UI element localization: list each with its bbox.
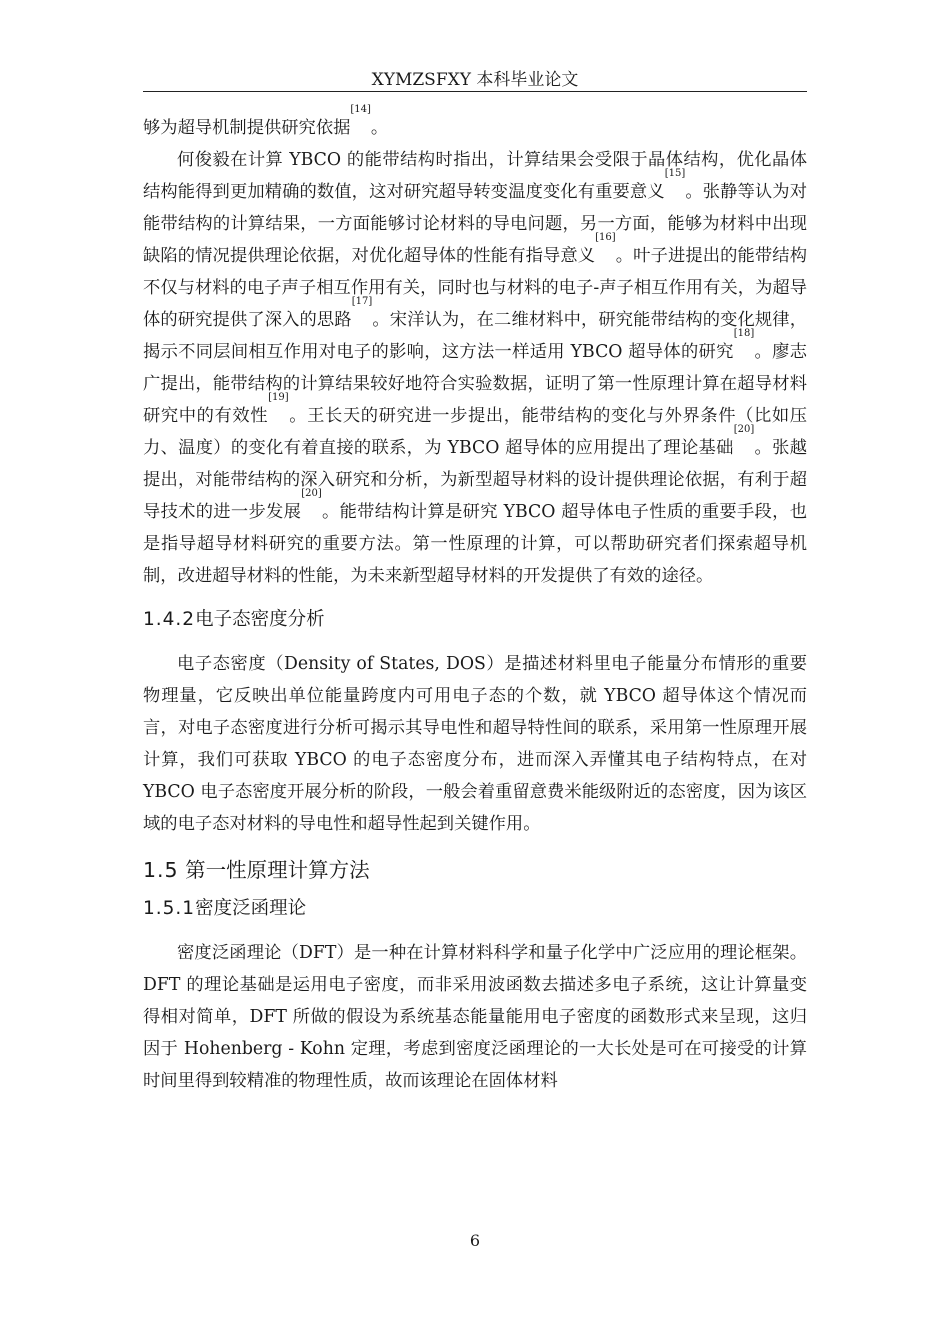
citation: [19] [268, 392, 289, 403]
sentence: 。叶子进提出的能带结构不仅与材料的电子声子相互作用有关，同时也与材料的电子-声子相互作用有关，为超导体的研究提供了深入的思路 [143, 246, 807, 330]
band-structure-paragraph [143, 144, 807, 592]
section-number: 1.4.2 [143, 609, 196, 630]
citation: [16] [595, 232, 616, 243]
page-body [143, 104, 807, 1097]
dft-paragraph: 密度泛函理论（DFT）是一种在计算材料科学和量子化学中广泛应用的理论框架。DFT 的理论基础是运用电子密度，而非采用波函数去描述多电子系统，这让计算量变得相对简单，DFT 所做的假设为系统基态能量能用电子密度的函数形式来呈现，这归因于 Hohenberg - Kohn 定理，考虑到密度泛函理论的一大长处是可在可接受的计算时间里得到较精准的物理性质，故而该理论在固体材料 [143, 943, 807, 1091]
section-title: 第一性原理计算方法 [185, 858, 370, 882]
intro-text: 够为超导机制提供研究依据 [143, 118, 351, 138]
sentence: 。张越提出，对能带结构的深入研究和分析，为新型超导材料的设计提供理论依据，有利于超导技术的进一步发展 [143, 438, 807, 522]
sentence: 。王长天的研究进一步提出，能带结构的变化与外界条件（比如压力、温度）的变化有着直接的联系，为 YBCO 超导体的应用提出了理论基础 [143, 406, 807, 458]
citation: [15] [664, 168, 686, 179]
citation: [20] [733, 424, 755, 435]
header-rule [143, 91, 807, 92]
sentence: 。能带结构计算是研究 YBCO 超导体电子性质的重要手段，也是指导超导材料研究的重要方法。第一性原理的计算，可以帮助研究者们探索超导机制，改进超导材料的性能，为未来新型超导材料的开发提供了有效的途径。 [143, 502, 807, 586]
dos-paragraph: 电子态密度（Density of States, DOS）是描述材料里电子能量分布情形的重要物理量，它反映出单位能量跨度内可用电子态的个数，就 YBCO 超导体这个情况而言，对电子态密度进行分析可揭示其导电性和超导特性间的联系，采用第一性原理开展计算，我们可获取 YBCO 的电子态密度分布，进而深入弄懂其电子结构特点，在对 YBCO 电子态密度开展分析的阶段，一般会着重留意费米能级附近的态密度，因为该区域的电子态对材料的导电性和超导性起到关键作用。 [143, 654, 807, 834]
section-title: 密度泛函理论 [195, 898, 307, 919]
section-title: 电子态密度分析 [195, 609, 325, 630]
sentence: 。廖志广提出，能带结构的计算结果较好地符合实验数据，证明了第一性原理计算在超导材料研究中的有效性 [143, 342, 807, 426]
section-heading-1-4-2 [143, 606, 807, 634]
sentence: 。宋洋认为，在二维材料中，研究能带结构的变化规律，揭示不同层间相互作用对电子的影响，这方法一样适用 YBCO 超导体的研究 [143, 310, 807, 362]
sentence: 何俊毅在计算 YBCO 的能带结构时指出，计算结果会受限于晶体结构，优化晶体结构能得到更加精确的数值，这对研究超导转变温度变化有重要意义 [143, 150, 807, 202]
section-number: 1.5.1 [143, 898, 196, 919]
running-header: XYMZSFXY 本科毕业论文 [371, 70, 579, 90]
citation: [14] [350, 104, 371, 115]
section-number: 1.5 [143, 858, 179, 882]
citation: [17] [351, 296, 373, 307]
page-number: 6 [469, 1231, 481, 1250]
section-heading-1-5-1 [143, 895, 807, 923]
intro-paragraph [143, 104, 807, 144]
section-heading-1-5 [143, 855, 807, 885]
citation: [20] [301, 488, 322, 499]
sentence: 。张静等认为对能带结构的计算结果，一方面能够讨论材料的导电问题，另一方面，能够为材料中出现缺陷的情况提供理论依据，对优化超导体的性能有指导意义 [143, 182, 807, 266]
intro-end: 。 [370, 118, 389, 138]
citation: [18] [733, 328, 755, 339]
